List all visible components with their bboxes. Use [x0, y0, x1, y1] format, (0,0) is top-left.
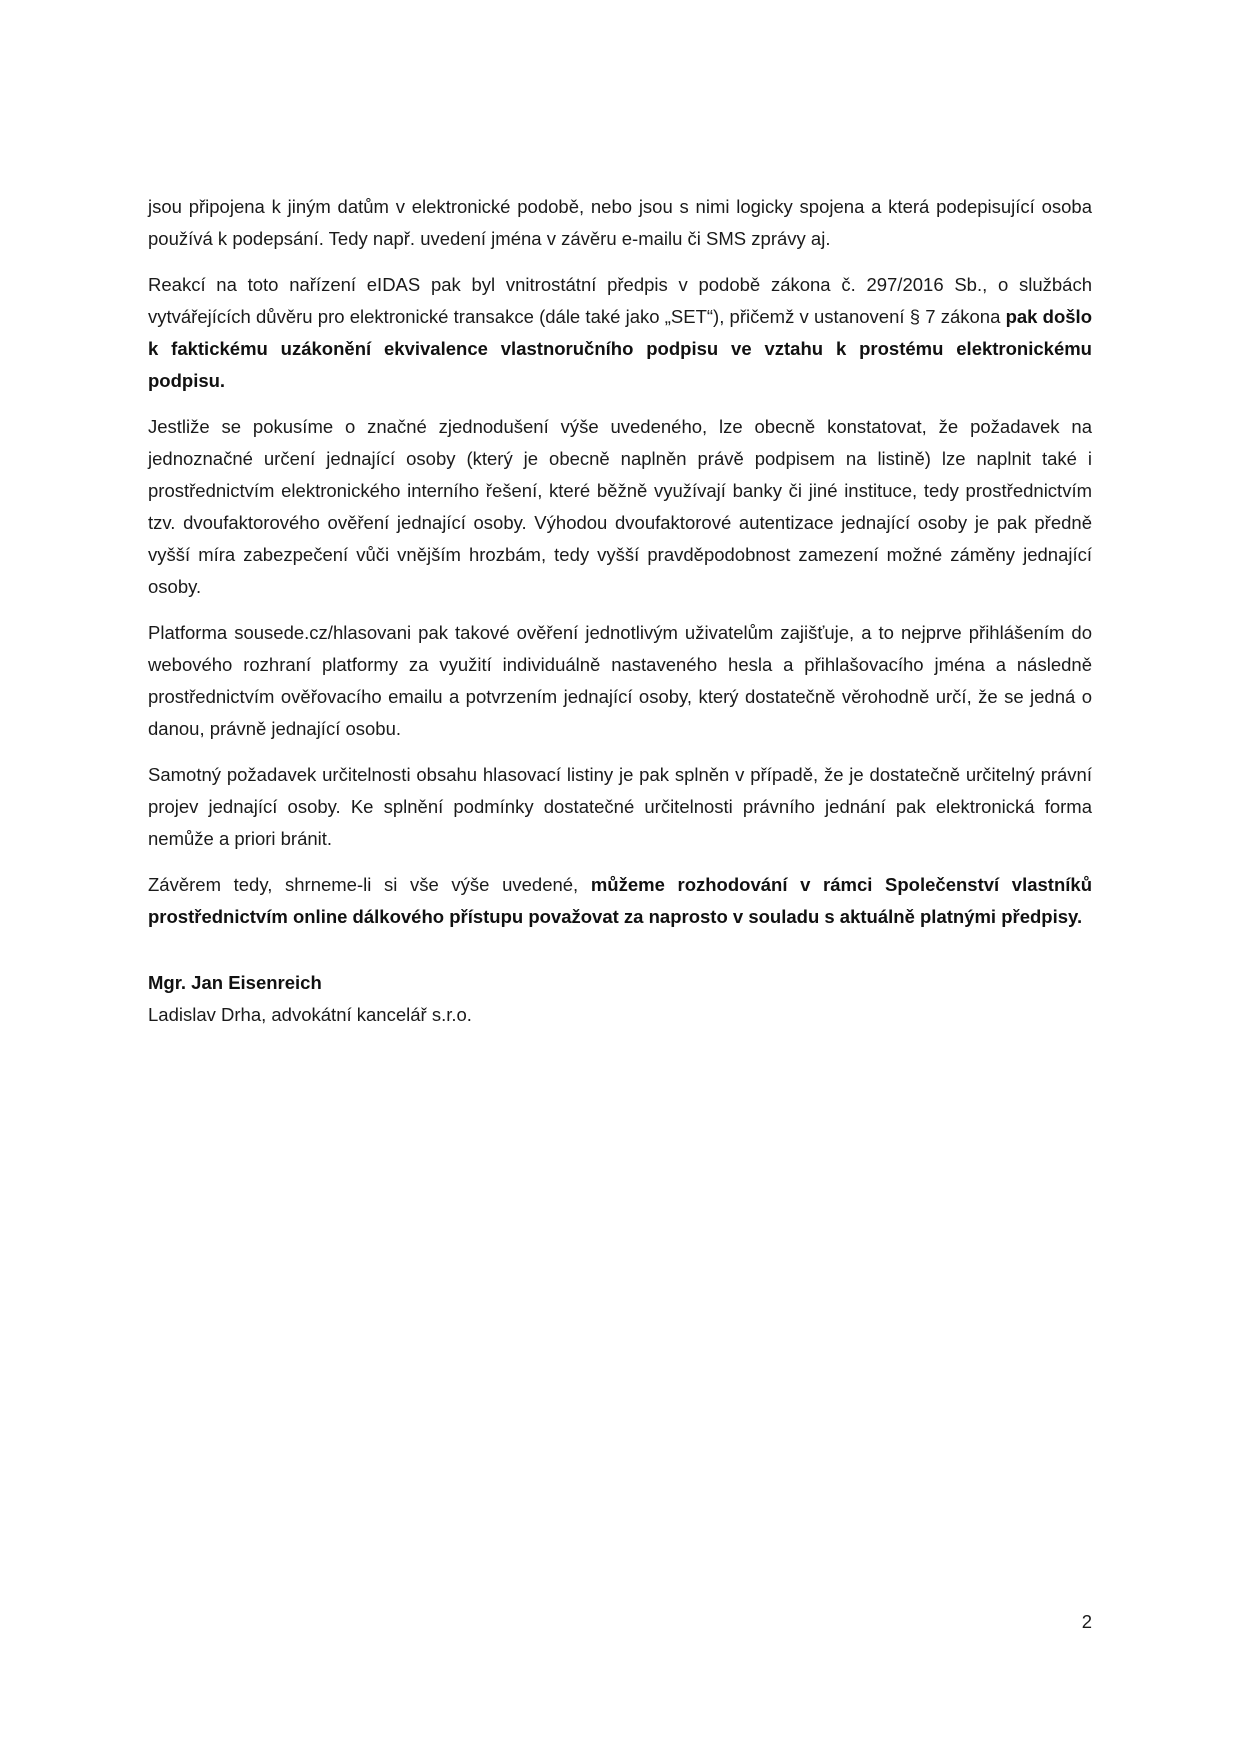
text-segment: Závěrem tedy, shrneme-li si vše výše uvedené, — [148, 874, 591, 895]
page-number: 2 — [1081, 1611, 1092, 1632]
body-paragraph — [148, 869, 1092, 933]
bold-text-segment: pak došlo k faktickému uzákonění ekvivalence vlastnoručního podpisu ve vztahu k prostému elektronickému podpisu. — [148, 306, 1092, 391]
text-segment: Reakcí na toto nařízení eIDAS pak byl vnitrostátní předpis v podobě zákona č. 297/2016 Sb., o službách vytvářejících důvěru pro elektronické transakce (dále také jako „SET“), přičemž v ustanovení § 7 zákona — [148, 274, 1092, 327]
text-segment: jsou připojena k jiným datům v elektronické podobě, nebo jsou s nimi logicky spojena a která podepisující osoba používá k podepsání. Tedy např. uvedení jména v závěru e-mailu či SMS zprávy aj. — [148, 196, 1092, 249]
text-segment: Platforma sousede.cz/hlasovani pak takové ověření jednotlivým uživatelům zajišťuje, a to nejprve přihlášením do webového rozhraní platformy za využití individuálně nastaveného hesla a přihlašovacího jména a následně prostřednictvím ověřovacího emailu a potvrzením jednající osoby, který dostatečně věrohodně určí, že se jedná o danou, právně jednající osobu. — [148, 622, 1092, 739]
paragraph-list — [148, 191, 1092, 933]
body-paragraph — [148, 191, 1092, 255]
bold-text-segment: můžeme rozhodování v rámci Společenství vlastníků prostřednictvím online dálkového přístupu považovat za naprosto v souladu s aktuálně platnými předpisy. — [148, 874, 1092, 927]
signature-block — [148, 967, 1092, 1031]
body-paragraph — [148, 411, 1092, 603]
signatory-firm: Ladislav Drha, advokátní kancelář s.r.o. — [148, 1004, 472, 1025]
text-segment: Jestliže se pokusíme o značné zjednodušení výše uvedeného, lze obecně konstatovat, že požadavek na jednoznačné určení jednající osoby (který je obecně naplněn právě podpisem na listině) lze naplnit také i prostřednictvím elektronického interního řešení, které běžně využívají banky či jiné instituce, tedy prostřednictvím tzv. dvoufaktorového ověření jednající osoby. Výhodou dvoufaktorové autentizace jednající osoby je pak předně vyšší míra zabezpečení vůči vnějším hrozbám, tedy vyšší pravděpodobnost zamezení možné záměny jednající osoby. — [148, 416, 1092, 597]
body-paragraph — [148, 617, 1092, 745]
signatory-name: Mgr. Jan Eisenreich — [148, 972, 322, 993]
body-paragraph — [148, 759, 1092, 855]
text-segment: Samotný požadavek určitelnosti obsahu hlasovací listiny je pak splněn v případě, že je dostatečně určitelný právní projev jednající osoby. Ke splnění podmínky dostatečné určitelnosti právního jednání pak elektronická forma nemůže a priori bránit. — [148, 764, 1092, 849]
body-paragraph — [148, 269, 1092, 397]
document-body — [148, 191, 1092, 1031]
